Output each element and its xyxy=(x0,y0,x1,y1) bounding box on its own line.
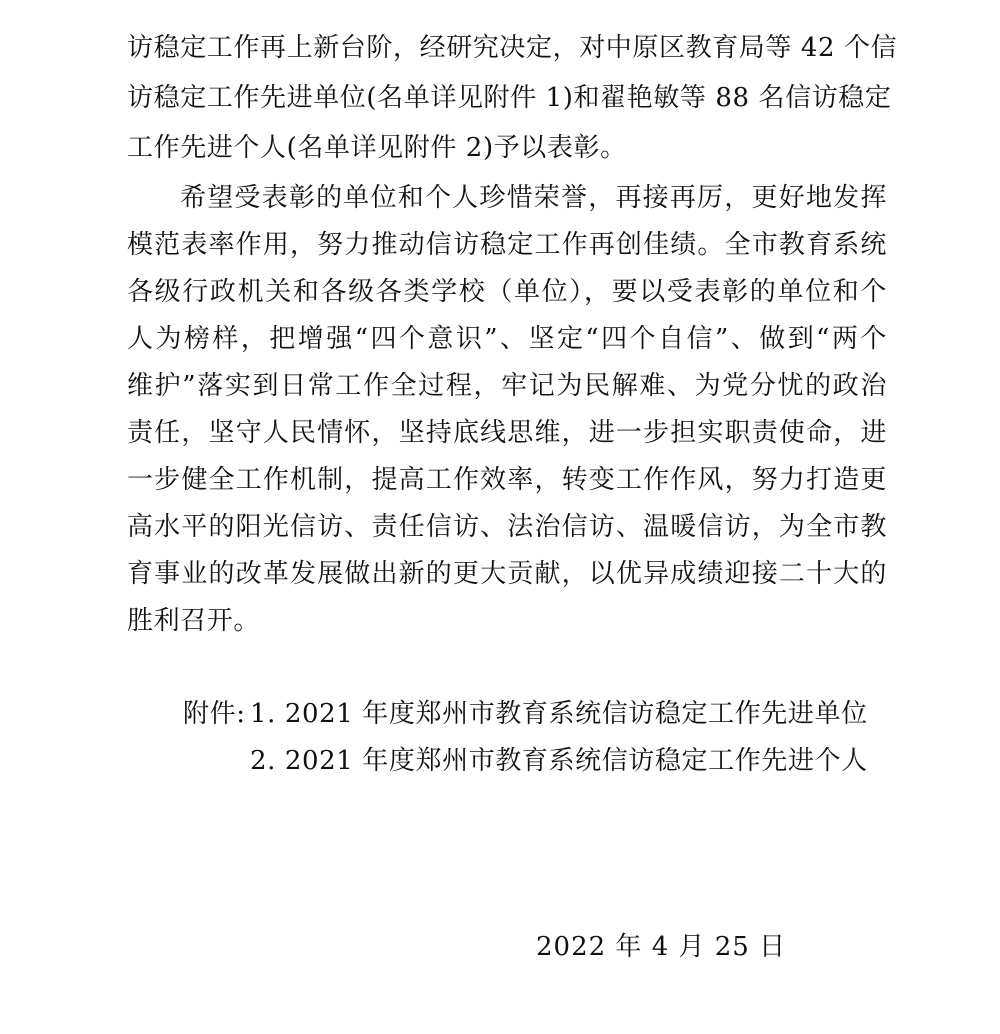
paragraph2-line-3: 各级行政机关和各级各类学校（单位），要以受表彰的单位和个 xyxy=(127,277,887,307)
paragraph2-line-9: 育事业的改革发展做出新的更大贡献，以优异成绩迎接二十大的 xyxy=(127,559,887,589)
document-date: 2022 年 4 月 25 日 xyxy=(536,932,787,962)
paragraph2-line-10: 胜利召开。 xyxy=(127,606,261,636)
attachment-item-2: 2. 2021 年度郑州市教育系统信访稳定工作先进个人 xyxy=(250,746,868,776)
paragraph2-line-2: 模范表率作用，努力推动信访稳定工作再创佳绩。全市教育系统 xyxy=(127,230,887,260)
paragraph1-line-2: 访稳定工作先进单位(名单详见附件 1)和翟艳敏等 88 名信访稳定 xyxy=(127,83,892,113)
paragraph2-line-7: 一步健全工作机制，提高工作效率，转变工作作风，努力打造更 xyxy=(127,465,887,495)
paragraph2-line-8: 高水平的阳光信访、责任信访、法治信访、温暖信访，为全市教 xyxy=(127,512,887,542)
paragraph1-line-1: 访稳定工作再上新台阶，经研究决定，对中原区教育局等 42 个信 xyxy=(127,33,898,63)
attachments-label: 附件: xyxy=(183,699,246,729)
attachment-item-1: 1. 2021 年度郑州市教育系统信访稳定工作先进单位 xyxy=(250,699,868,729)
paragraph2-line-4: 人为榜样，把增强“四个意识”、坚定“四个自信”、做到“两个 xyxy=(127,324,887,354)
paragraph1-line-3: 工作先进个人(名单详见附件 2)予以表彰。 xyxy=(127,133,627,163)
paragraph2-line-5: 维护”落实到日常工作全过程，牢记为民解难、为党分忧的政治 xyxy=(127,371,887,401)
paragraph2-line-6: 责任，坚守人民情怀，坚持底线思维，进一步担实职责使命，进 xyxy=(127,418,887,448)
paragraph2-line-1: 希望受表彰的单位和个人珍惜荣誉，再接再厉，更好地发挥 xyxy=(180,183,887,213)
